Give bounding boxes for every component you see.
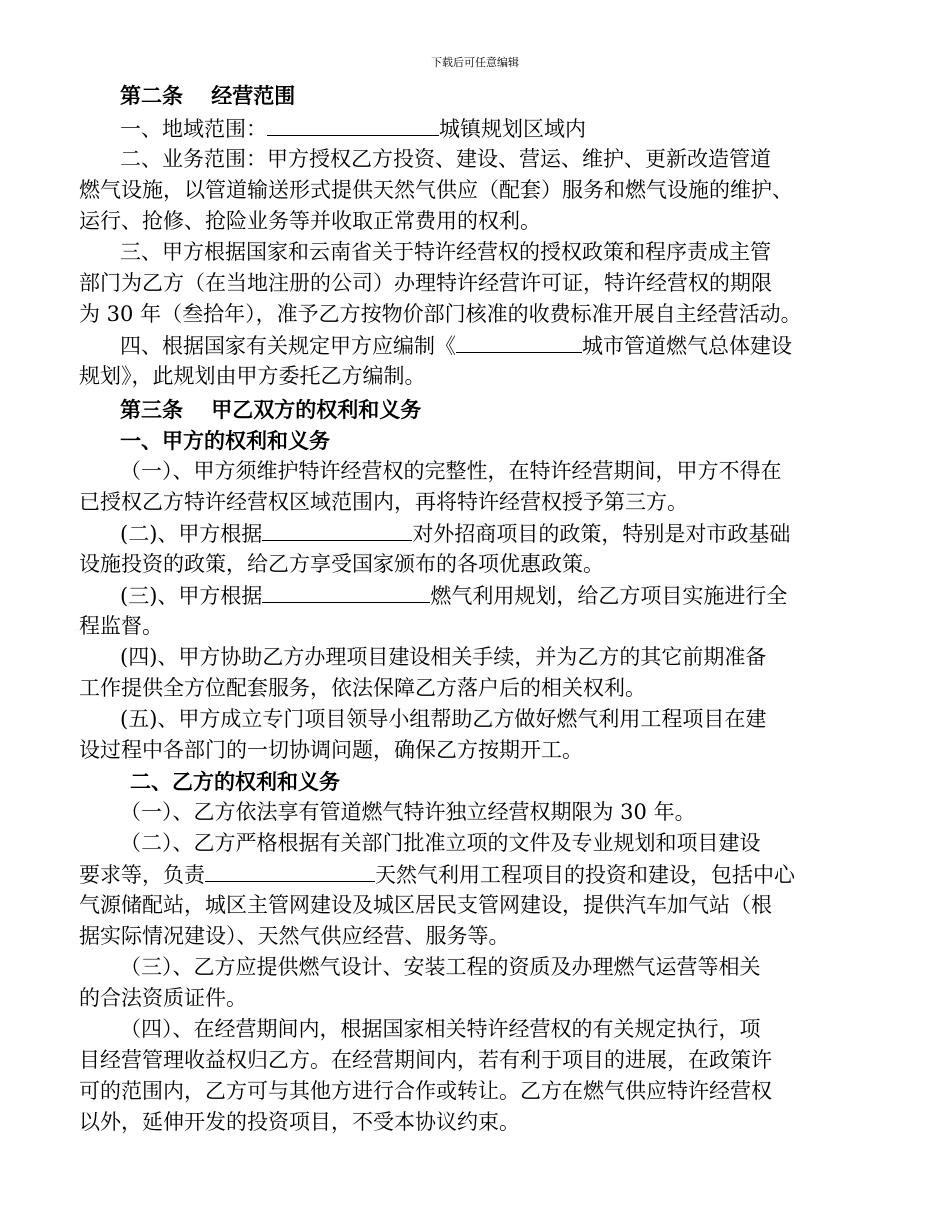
investment-policy-blank[interactable] xyxy=(262,518,412,541)
party-b-p4-line-2: 目经营管理收益权归乙方。在经营期间内，若有利于项目的进展，在政策许 xyxy=(79,1048,772,1072)
party-b-p2-line-1: （二）、乙方严格根据有关部门批准立项的文件及专业规划和项目建设 xyxy=(120,831,761,855)
party-a-p3-line-2: 程监督。 xyxy=(79,614,163,638)
project-blank[interactable] xyxy=(205,859,375,882)
article-2-item-2-line-2: 燃气设施，以管道输送形式提供天然气供应（配套）服务和燃气设施的维护、 xyxy=(79,178,793,202)
region-blank[interactable] xyxy=(267,113,439,136)
party-b-p2-line-3: 气源储配站，城区主管网建设及城区居民支管网建设，提供汽车加气站（根 xyxy=(79,893,772,917)
party-a-p2-text-b: 对外招商项目的政策，特别是对市政基础 xyxy=(412,522,791,546)
party-b-p2-text-a: 要求等，负责 xyxy=(79,863,205,887)
party-b-p1-line-1: （一）、乙方依法享有管道燃气特许独立经营权期限为 30 年。 xyxy=(120,800,696,824)
party-a-p2-line-2: 设施投资的政策，给乙方享受国家颁布的各项优惠政策。 xyxy=(79,552,604,576)
party-b-p3-line-1: （三）、乙方应提供燃气设计、安装工程的资质及办理燃气运营等相关 xyxy=(120,955,761,979)
party-b-heading: 二、乙方的权利和义务 xyxy=(130,769,340,794)
party-a-p5-line-1: (五)、甲方成立专门项目领导小组帮助乙方做好燃气利用工程项目在建 xyxy=(120,707,767,731)
party-a-heading: 一、甲方的权利和义务 xyxy=(120,428,330,453)
party-a-p3-text-a: (三)、甲方根据 xyxy=(120,584,263,608)
item-1-text: 城镇规划区域内 xyxy=(439,117,586,141)
party-b-p3-line-2: 的合法资质证件。 xyxy=(79,986,247,1010)
item-4-text-a: 四、根据国家有关规定甲方应编制《 xyxy=(120,334,456,358)
plan-name-blank[interactable] xyxy=(456,330,582,353)
party-a-p4-line-2: 工作提供全方位配套服务，依法保障乙方落户后的相关权利。 xyxy=(79,676,646,700)
party-b-p4-line-1: （四）、在经营期间内，根据国家相关特许经营权的有关规定执行，项 xyxy=(120,1017,761,1041)
item-4-text-b: 城市管道燃气总体建设 xyxy=(582,334,792,358)
party-a-p3-text-b: 燃气利用规划，给乙方项目实施进行全 xyxy=(430,584,788,608)
party-a-p1-line-1: （一）、甲方须维护特许经营权的完整性，在特许经营期间，甲方不得在 xyxy=(120,459,782,483)
article-2-item-4-line-1 xyxy=(120,330,792,361)
party-a-p4-line-1: (四)、甲方协助乙方办理项目建设相关手续，并为乙方的其它前期准备 xyxy=(120,645,767,669)
party-b-p4-line-4: 以外，延伸开发的投资项目，不受本协议约束。 xyxy=(79,1110,520,1134)
party-a-p3-line-1 xyxy=(120,580,787,611)
party-a-p1-line-2: 已授权乙方特许经营权区域范围内，再将特许经营权授予第三方。 xyxy=(79,490,688,514)
article-2-item-2-line-1: 二、业务范围：甲方授权乙方投资、建设、营运、维护、更新改造管道 xyxy=(120,147,771,171)
party-b-p2-line-4: 据实际情况建设）、天然气供应经营、服务等。 xyxy=(79,924,510,948)
article-2-item-3-line-3: 为 30 年（叁拾年），准予乙方按物价部门核准的收费标准开展自主经营活动。 xyxy=(79,302,802,326)
article-2-item-4-line-2: 规划》，此规划由甲方委托乙方编制。 xyxy=(79,364,426,388)
page-header-note: 下载后可任意编辑 xyxy=(431,56,519,69)
party-b-p4-line-3: 可的范围内，乙方可与其他方进行合作或转让。乙方在燃气供应特许经营权 xyxy=(79,1079,772,1103)
article-2-heading: 第二条 经营范围 xyxy=(120,83,296,108)
article-2-item-2-line-3: 运行、抢修、抢险业务等并收取正常费用的权利。 xyxy=(79,209,541,233)
gas-plan-blank[interactable] xyxy=(262,580,430,603)
article-3-heading: 第三条 甲乙双方的权利和义务 xyxy=(120,397,422,422)
party-a-p5-line-2: 设过程中各部门的一切协调问题，确保乙方按期开工。 xyxy=(79,738,583,762)
party-a-p2-line-1 xyxy=(120,518,790,549)
party-b-p2-text-b: 天然气利用工程项目的投资和建设，包括中心 xyxy=(375,863,795,887)
party-b-p2-line-2 xyxy=(79,859,795,890)
article-2-item-3-line-1: 三、甲方根据国家和云南省关于特许经营权的授权政策和程序责成主管 xyxy=(120,240,771,264)
article-2-item-3-line-2: 部门为乙方（在当地注册的公司）办理特许经营许可证，特许经营权的期限 xyxy=(79,271,772,295)
party-a-p2-text-a: (二)、甲方根据 xyxy=(120,522,263,546)
article-2-item-1 xyxy=(120,113,586,144)
item-1-label: 一、地域范围： xyxy=(120,117,267,141)
